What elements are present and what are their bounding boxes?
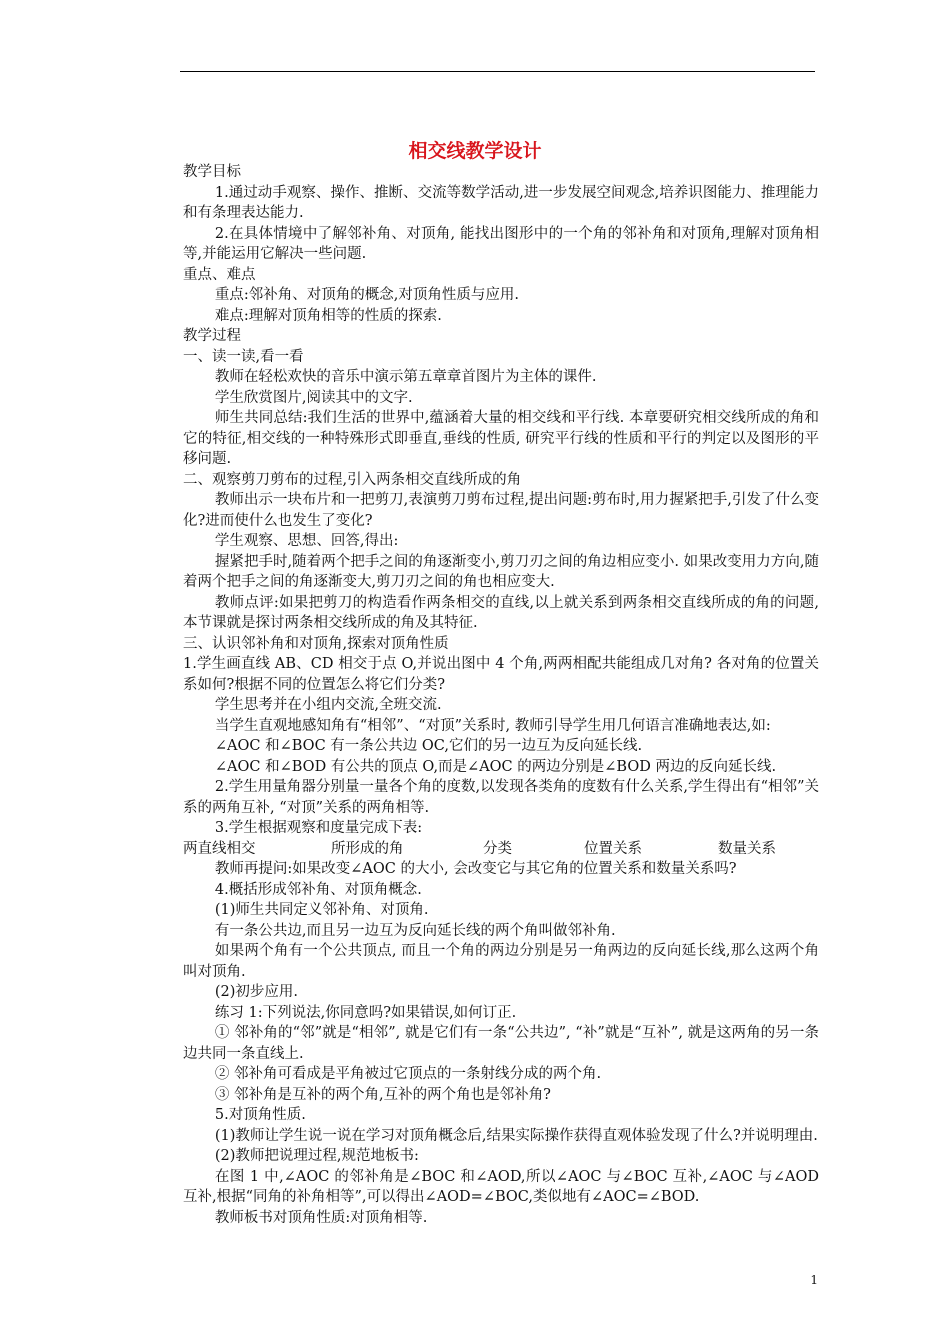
- paragraph: 三、认识邻补角和对顶角,探索对顶角性质: [183, 635, 449, 652]
- paragraph: 4.概括形成邻补角、对顶角概念.: [214, 881, 422, 898]
- document-body: [183, 162, 819, 1228]
- paragraph: 师生共同总结:我们生活的世界中,蕴涵着大量的相交线和平行线. 本章要研究相交线所成的角和它的特征,相交线的一种特殊形式即垂直,垂线的性质, 研究平行线的性质和平行的判定以及图形的平移问题.: [183, 410, 819, 467]
- header-rule: [180, 71, 815, 72]
- paragraph: 3.学生根据观察和度量完成下表:: [214, 820, 423, 836]
- table-header-cell: 数量关系: [718, 840, 776, 857]
- paragraph: (2)初步应用.: [214, 984, 299, 1000]
- paragraph: 学生欣赏图片,阅读其中的文字.: [214, 389, 413, 406]
- paragraph: ∠AOC 和∠BOD 有公共的顶点 O,而是∠AOC 的两边分别是∠BOD 两边的反向延长线.: [214, 758, 777, 775]
- paragraph: 一、读一读,看一看: [183, 348, 304, 365]
- table-header-cell: 位置关系: [584, 840, 642, 857]
- paragraph: 学生观察、思想、回答,得出:: [214, 533, 399, 549]
- paragraph: ∠AOC 和∠BOC 有一条公共边 OC,它们的另一边互为反向延长线.: [214, 738, 643, 754]
- paragraph: 教学目标: [183, 164, 241, 180]
- paragraph: 学生思考并在小组内交流,全班交流.: [214, 697, 442, 713]
- paragraph: ① 邻补角的“邻”就是“相邻”, 就是它们有一条“公共边”, “补”就是“互补”, 就是这两角的另一条边共同一条直线上.: [183, 1025, 819, 1062]
- paragraph: 当学生直观地感知角有“相邻”、“对顶”关系时, 教师引导学生用几何语言准确地表达,如:: [214, 717, 771, 734]
- table-header-cell: 所形成的角: [331, 840, 404, 857]
- paragraph: 教师板书对顶角性质:对顶角相等.: [214, 1209, 428, 1226]
- paragraph-group-before-table: [183, 162, 819, 839]
- paragraph: 难点:理解对顶角相等的性质的探索.: [214, 307, 442, 324]
- paragraph: 重点、难点: [183, 266, 256, 283]
- paragraph-group-after-table: [183, 859, 819, 1228]
- paragraph: 教师再提问:如果改变∠AOC 的大小, 会改变它与其它角的位置关系和数量关系吗?: [214, 861, 737, 877]
- paragraph: 握紧把手时,随着两个把手之间的角逐渐变小,剪刀刃之间的角边相应变小. 如果改变用力方向,随着两个把手之间的角逐渐变大,剪刀刃之间的角也相应变大.: [183, 553, 819, 590]
- paragraph: 有一条公共边,而且另一边互为反向延长线的两个角叫做邻补角.: [214, 922, 616, 939]
- paragraph: 练习 1:下列说法,你同意吗?如果错误,如何订正.: [214, 1004, 517, 1021]
- table-header-cell: 分类: [483, 840, 512, 857]
- paragraph: 5.对顶角性质.: [214, 1107, 306, 1123]
- paragraph: 教学过程: [183, 328, 241, 344]
- page-number: 1: [810, 1273, 818, 1287]
- paragraph: 如果两个角有一个公共顶点, 而且一个角的两边分别是另一角两边的反向延长线,那么这两个角叫对顶角.: [183, 943, 819, 980]
- paragraph: (2)教师把说理过程,规范地板书:: [214, 1148, 419, 1164]
- paragraph: (1)师生共同定义邻补角、对顶角.: [214, 902, 429, 918]
- paragraph: ③ 邻补角是互补的两个角,互补的两个角也是邻补角?: [214, 1086, 551, 1103]
- paragraph: 二、观察剪刀剪布的过程,引入两条相交直线所成的角: [183, 471, 522, 488]
- document-title: 相交线教学设计: [408, 140, 542, 162]
- paragraph: 2.学生用量角器分别量一量各个角的度数,以发现各类角的度数有什么关系,学生得出有“相邻”关系的两角互补, “对顶”关系的两角相等.: [183, 779, 819, 816]
- paragraph: 2.在具体情境中了解邻补角、对顶角, 能找出图形中的一个角的邻补角和对顶角,理解对顶角相等,并能运用它解决一些问题.: [183, 225, 819, 262]
- paragraph: 在图 1 中,∠AOC 的邻补角是∠BOC 和∠AOD,所以∠AOC 与∠BOC 互补,∠AOC 与∠AOD 互补,根据“同角的补角相等”,可以得出∠AOD=∠BOC,类似地有∠AOC=∠BOD.: [183, 1168, 819, 1205]
- table-header-row: [183, 839, 819, 860]
- paragraph: 1.通过动手观察、操作、推断、交流等数学活动,进一步发展空间观念,培养识图能力、推理能力和有条理表达能力.: [183, 184, 819, 221]
- paragraph: ② 邻补角可看成是平角被过它顶点的一条射线分成的两个角.: [214, 1066, 602, 1082]
- paragraph: 教师出示一块布片和一把剪刀,表演剪刀剪布过程,提出问题:剪布时,用力握紧把手,引发了什么变化?进而使什么也发生了变化?: [183, 492, 819, 529]
- paragraph: 1.学生画直线 AB、CD 相交于点 O,并说出图中 4 个角,两两相配共能组成几对角? 各对角的位置关系如何?根据不同的位置怎么将它们分类?: [183, 656, 819, 693]
- paragraph: 教师在轻松欢快的音乐中演示第五章章首图片为主体的课件.: [214, 369, 597, 385]
- paragraph: 教师点评:如果把剪刀的构造看作两条相交的直线,以上就关系到两条相交直线所成的角的问题,本节课就是探讨两条相交线所成的角及其特征.: [183, 594, 819, 631]
- table-header-cell: 两直线相交: [183, 840, 256, 857]
- paragraph: 重点:邻补角、对顶角的概念,对顶角性质与应用.: [214, 287, 519, 303]
- paragraph: (1)教师让学生说一说在学习对顶角概念后,结果实际操作获得直观体验发现了什么?并说明理由.: [214, 1127, 818, 1144]
